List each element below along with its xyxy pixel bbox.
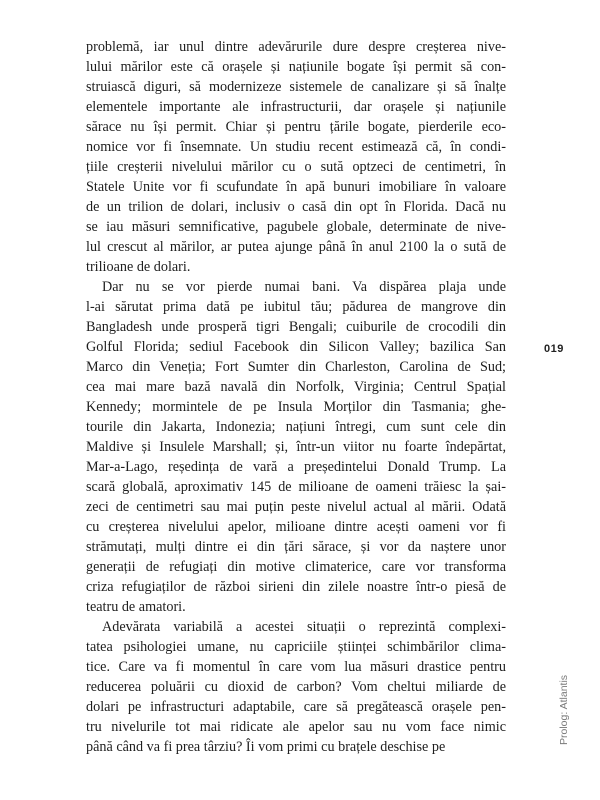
text-line: problemă, iar unul dintre adevărurile dure despre creșterea nive- (86, 39, 506, 55)
text-line: l-ai sărutat prima dată pe iubitul tău; pădurea de mangrove din (86, 299, 506, 315)
text-line: Marco din Veneția; Fort Sumter din Charleston, Carolina de Sud; (86, 359, 506, 375)
body-text (86, 37, 506, 757)
text-line: struiască diguri, să modernizeze sistemele de canalizare și să înalțe (86, 79, 506, 95)
text-line: cea mai mare bază navală din Norfolk, Virginia; Centrul Spațial (86, 379, 506, 395)
text-line: Dar nu se vor pierde numai bani. Va dispărea plaja unde (102, 279, 506, 295)
text-line: scară globală, aproximativ 145 de milioane de oameni trăiesc la șai- (86, 479, 506, 495)
text-line: criza refugiaților de război sirieni din zilele noastre într-o piesă de (86, 579, 506, 595)
text-line: tice. Care va fi momentul în care vom lua măsuri drastice pentru (86, 659, 506, 675)
page-number: 019 (544, 343, 564, 355)
text-line: până când va fi prea târziu? Îi vom primi cu brațele deschise pe (86, 739, 446, 755)
text-line: se iau măsuri semnificative, pagubele globale, determinate de nive- (86, 219, 506, 235)
text-line: lul crescut al mărilor, ar putea ajunge până în anul 2100 la o sută de (86, 239, 506, 255)
text-line: dolari pe infrastructuri adaptabile, care să pregătească orașele pen- (86, 699, 506, 715)
text-line: tatea psihologiei umane, nu capriciile științei schimbărilor clima- (86, 639, 506, 655)
text-line: elementele importante ale infrastructurii, dar orașele și națiunile (86, 99, 506, 115)
text-line: tru nivelurile tot mai ridicate ale apelor sau nu vom face nimic (86, 719, 506, 735)
text-line: Maldive și Insulele Marshall; și, într-un viitor nu foarte îndepărtat, (86, 439, 506, 455)
paragraph (86, 617, 506, 757)
paragraph (86, 277, 506, 617)
running-head: Prolog: Atlantis (558, 674, 570, 745)
text-line: de un trilion de dolari, inclusiv o casă din opt în Florida. Dacă nu (86, 199, 506, 215)
text-line: trilioane de dolari. (86, 259, 191, 275)
text-line: țiile creșterii nivelului mărilor cu o sută optzeci de centimetri, în (86, 159, 506, 175)
text-line: Adevărata variabilă a acestei situații o reprezintă complexi- (102, 619, 506, 635)
text-line: Statele Unite vor fi scufundate în apă bunuri imobiliare în valoare (86, 179, 506, 195)
text-line: Golful Florida; sediul Facebook din Silicon Valley; bazilica San (86, 339, 506, 355)
text-line: reducerea poluării cu dioxid de carbon? Vom cheltui miliarde de (86, 679, 506, 695)
text-line: sărace nu își permit. Chiar și pentru țările bogate, pierderile eco- (86, 119, 506, 135)
text-line: nomice vor fi însemnate. Un studiu recent estimează că, în condi- (86, 139, 506, 155)
text-line: Mar-a-Lago, reședința de vară a președintelui Donald Trump. La (86, 459, 506, 475)
paragraph (86, 37, 506, 277)
text-line: tourile din Jakarta, Indonezia; națiuni întregi, cum sunt cele din (86, 419, 506, 435)
text-line: lului mărilor este că orașele și națiunile bogate își permit să con- (86, 59, 506, 75)
text-line: strămutați, mulți dintre ei din țări sărace, și vor da naștere unor (86, 539, 506, 555)
text-line: Bangladesh unde prosperă tigri Bengali; cuiburile de crocodili din (86, 319, 506, 335)
text-line: teatru de amatori. (86, 599, 186, 615)
text-line: Kennedy; mormintele de pe Insula Morților din Tasmania; ghe- (86, 399, 506, 415)
text-line: generații de refugiați din motive climaterice, care vor transforma (86, 559, 506, 575)
text-line: zeci de centimetri sau mai puțin peste nivelul actual al mării. Odată (86, 499, 506, 515)
text-line: cu creșterea nivelului apelor, milioane dintre acești oameni vor fi (86, 519, 506, 535)
